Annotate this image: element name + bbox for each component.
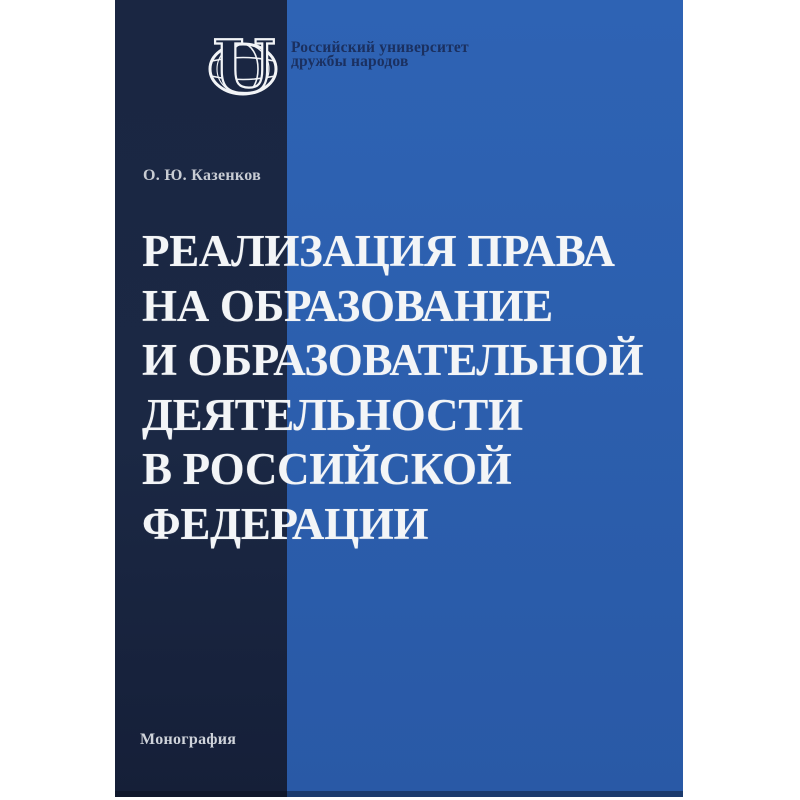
title-line: ДЕЯТЕЛЬНОСТИ xyxy=(142,389,523,440)
title-line: ФЕДЕРАЦИИ xyxy=(142,498,429,549)
publisher-name xyxy=(291,41,469,69)
title-line: РЕАЛИЗАЦИЯ ПРАВА xyxy=(142,226,615,276)
title-line: И ОБРАЗОВАТЕЛЬНОЙ xyxy=(142,335,644,385)
genre-label: Монография xyxy=(140,731,237,748)
author-name: О. Ю. Казенков xyxy=(143,167,262,184)
book-title xyxy=(142,224,672,551)
publisher-name-line2: дружбы народов xyxy=(291,53,409,70)
rudn-globe-u-logo-icon xyxy=(206,27,284,101)
publisher-name-line1: Российский университет xyxy=(291,39,469,56)
svg-text:U: U xyxy=(212,27,276,101)
title-line: В РОССИЙСКОЙ xyxy=(142,444,512,494)
book-cover xyxy=(115,0,683,797)
title-line: НА ОБРАЗОВАНИЕ xyxy=(142,280,553,331)
